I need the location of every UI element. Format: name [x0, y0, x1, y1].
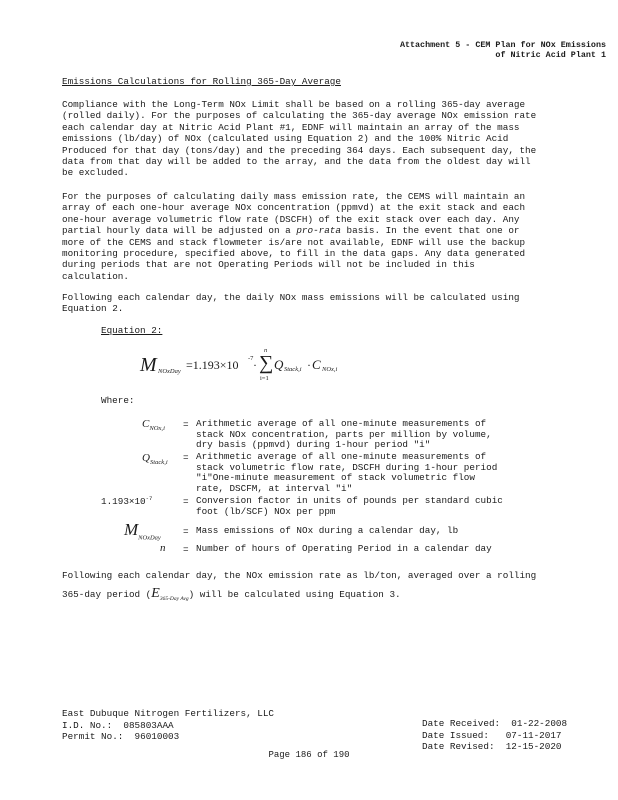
def-line: stack NOx concentration, parts per million by volume,	[196, 428, 492, 440]
def-symbol-text: 1.193×10	[101, 496, 146, 508]
equation-label: Equation 2:	[101, 325, 163, 336]
eq-dot: ·	[307, 358, 311, 372]
paragraph-line: monitoring procedure, specified above, to fill in the data gaps. Any data generated	[62, 248, 526, 260]
paragraph-line: Following each calendar day, the NOx emission rate as lb/ton, averaged over a rolling	[62, 570, 537, 581]
text-run: 365-day period (	[62, 589, 152, 600]
header-line-1: Attachment 5 - CEM Plan for NOx Emissions	[399, 40, 606, 50]
paragraph-line: Equation 2.	[62, 303, 124, 315]
footer-permit-label: Permit No.:	[62, 731, 124, 743]
paragraph-line: Following each calendar day, the daily NOx mass emissions will be calculated using	[62, 292, 520, 303]
header-line-2: of Nitric Acid Plant 1	[495, 50, 606, 60]
def-description	[196, 526, 458, 537]
symbol-e-subscript: 365-Day Avg	[159, 595, 189, 602]
footer-received-label: Date Received:	[422, 718, 501, 729]
def-symbol-subscript: Stack,i	[149, 459, 168, 467]
def-symbol-q	[142, 452, 168, 466]
paragraph-line: calculation.	[62, 270, 129, 282]
where-label: Where:	[101, 395, 135, 406]
paragraph-line	[62, 585, 612, 608]
paragraph-line: one-hour average volumetric flow rate (DSCFH) of the exit stack over each day. Any	[62, 213, 520, 225]
text-run: partial hourly data will be adjusted on a	[62, 225, 297, 237]
definitions-list	[0, 418, 618, 560]
def-description	[196, 544, 492, 555]
text-run: basis. In the event that one or	[340, 225, 520, 237]
def-symbol-subscript: NOxDay	[138, 534, 161, 542]
eq-q-symbol: Q	[274, 357, 284, 372]
def-equals: =	[183, 419, 189, 430]
def-line: Arithmetic average of all one-minute measurements of	[196, 418, 487, 429]
paragraph-line: each calendar day at Nitric Acid Plant #1, EDNF will maintain an array of the mass	[62, 121, 520, 133]
eq-c-subscript: NOx,i	[322, 366, 338, 373]
def-symbol-subscript: NOx,i	[149, 425, 165, 433]
eq-lhs-symbol: M	[140, 354, 157, 376]
eq-sum-lower: i=1	[260, 375, 269, 382]
def-equals: =	[183, 452, 189, 463]
def-line: "i"One-minute measurement of stack volumetric flow	[196, 472, 475, 484]
symbol-e: E	[151, 586, 160, 601]
footer-company: East Dubuque Nitrogen Fertilizers, LLC	[62, 708, 275, 719]
footer-issued-row	[422, 730, 567, 742]
def-equals: =	[183, 544, 189, 555]
def-symbol-n: n	[160, 542, 166, 554]
paragraph-line: For the purposes of calculating daily mass emission rate, the CEMS will maintain an	[62, 191, 526, 202]
footer-permit-row	[62, 731, 274, 743]
def-line: foot (lb/SCF) NOx per ppm	[196, 505, 336, 517]
def-description	[196, 419, 492, 451]
footer-revised-label: Date Revised:	[422, 741, 495, 753]
paragraph-line: Compliance with the Long-Term NOx Limit shall be based on a rolling 365-day average	[62, 99, 526, 110]
footer-right	[422, 718, 567, 753]
def-symbol-c	[142, 418, 165, 432]
sum-icon: ∑	[259, 352, 274, 374]
def-symbol-text: M	[124, 520, 139, 539]
def-symbol-text: C	[142, 418, 150, 430]
footer-issued-label: Date Issued:	[422, 729, 489, 741]
paragraph-3	[62, 292, 612, 315]
paragraph-line: be excluded.	[62, 167, 129, 179]
def-line: Conversion factor in units of pounds per standard cubic	[196, 495, 503, 506]
paragraph-line: Produced for that day (tons/day) and the preceding 364 days. Each subsequent day, the	[62, 144, 537, 156]
eq-exponent: -7	[248, 355, 254, 362]
equation-2	[140, 344, 400, 390]
def-line: Number of hours of Operating Period in a calendar day	[196, 543, 492, 554]
def-equals: =	[183, 526, 189, 537]
footer-permit-value: 96010003	[134, 731, 180, 743]
paragraph-1	[62, 99, 612, 179]
paragraph-4	[62, 567, 612, 608]
footer-issued-value: 07-11-2017	[505, 729, 562, 741]
section-title: Emissions Calculations for Rolling 365-Day Average	[62, 76, 341, 87]
def-symbol-text: Q	[142, 452, 150, 464]
italic-text: pro-rata	[296, 225, 341, 237]
def-line: stack volumetric flow rate, DSCFH during 1-hour period	[196, 461, 498, 473]
paragraph-line: more of the CEMS and stack flowmeter is/are not available, EDNF will use the backup	[62, 236, 526, 248]
def-symbol-m	[124, 520, 161, 541]
def-line: dry basis (ppmvd) during 1-hour period "i"	[196, 439, 431, 451]
def-symbol-factor	[101, 495, 152, 507]
page-number: Page 186 of 190	[268, 750, 350, 760]
paragraph-line: during periods that are not Operating Periods will not be included in this	[62, 259, 475, 271]
def-line: Mass emissions of NOx during a calendar day, lb	[196, 525, 459, 536]
eq-q-subscript: Stack,i	[284, 366, 302, 373]
paragraph-line: array of each one-hour average NOx concentration (ppmvd) at the exit stack and each	[62, 202, 526, 214]
def-equals: =	[183, 496, 189, 507]
def-line: rate, DSCFM, at interval "i"	[196, 482, 353, 494]
paragraph-2	[62, 191, 612, 282]
eq-coefficient: =1.193×10	[186, 358, 239, 372]
footer-revised-value: 12-15-2020	[505, 741, 562, 753]
footer-id-label: I.D. No.:	[62, 719, 113, 731]
footer-left	[62, 708, 274, 743]
eq-lhs-subscript: NOxDay	[158, 368, 181, 375]
paragraph-line	[62, 225, 612, 236]
footer-received-row	[422, 718, 567, 730]
paragraph-line: (rolled daily). For the purposes of calculating the 365-day average NOx emission rate	[62, 110, 537, 122]
footer-id-value: 085803AAA	[123, 719, 174, 731]
footer-id-row	[62, 720, 274, 732]
paragraph-line: data from that day will be added to the array, and the data from the oldest day will	[62, 156, 531, 168]
eq-dot: ·	[253, 358, 257, 372]
def-symbol-superscript: -7	[145, 495, 153, 502]
eq-c-symbol: C	[312, 357, 321, 372]
paragraph-line: emissions (lb/day) of NOx (calculated using Equation 2) and the 100% Nitric Acid	[62, 133, 509, 145]
def-line: Arithmetic average of all one-minute measurements of	[196, 451, 487, 462]
document-header	[400, 40, 606, 60]
def-description	[196, 452, 497, 494]
def-description	[196, 496, 503, 517]
eq-sum-upper: n	[264, 347, 268, 354]
text-run: ) will be calculated using Equation 3.	[188, 589, 401, 600]
footer-received-value: 01-22-2008	[511, 718, 568, 729]
